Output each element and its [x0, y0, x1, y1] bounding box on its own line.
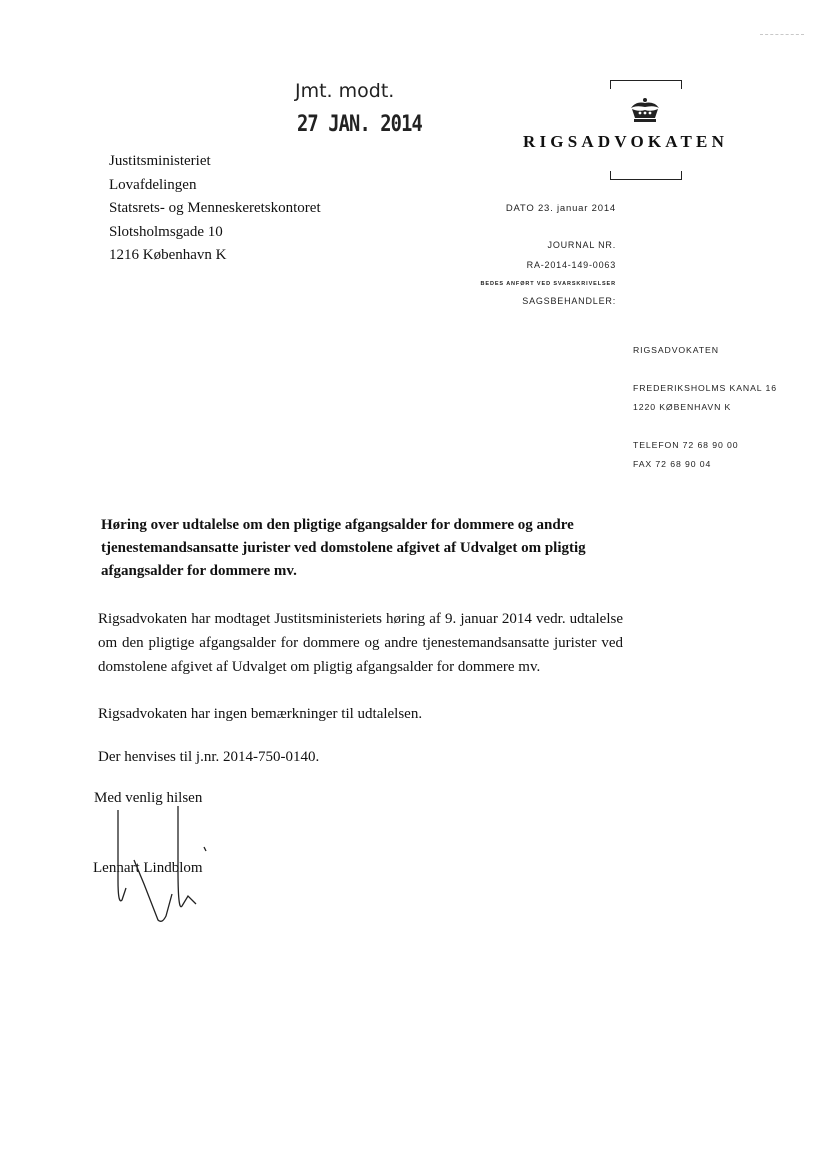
recipient-line: Lovafdelingen	[109, 176, 197, 193]
sender-phone: TELEFON 72 68 90 00	[633, 440, 739, 450]
recipient-address	[109, 150, 321, 268]
letterhead-bracket-bottom	[610, 171, 682, 180]
body-paragraph: Rigsadvokaten har modtaget Justitsministeriets høring af 9. januar 2014 vedr. udtalelse om den pligtige afgangsalder for dommere og andre tjenestemandsansatte jurister ved domstolene afgivet af Udvalget om pligtig afgangsalder for dommere mv.	[98, 611, 623, 675]
recipient-line: 1216 København K	[109, 247, 227, 263]
journal-number: RA-2014-149-0063	[526, 260, 616, 270]
letterhead-bracket-top	[610, 80, 682, 89]
letter-subject: Høring over udtalelse om den pligtige afgangsalder for dommere og andre tjenestemandsansatte jurister ved domstolene afgivet af Udvalget om pligtig afgangsalder for dommere mv.	[101, 517, 586, 579]
body-paragraph: Der henvises til j.nr. 2014-750-0140.	[98, 749, 320, 765]
sender-name: RIGSADVOKATEN	[633, 345, 719, 355]
letter-date: DATO 23. januar 2014	[505, 203, 616, 214]
recipient-line: Slotsholmsgade 10	[109, 223, 223, 240]
journal-label: JOURNAL NR.	[547, 240, 616, 250]
handwritten-signature	[100, 800, 220, 930]
sender-fax: FAX 72 68 90 04	[633, 459, 712, 469]
letterhead-brand: RIGSADVOKATEN	[523, 132, 729, 151]
closing-greeting: Med venlig hilsen	[94, 790, 203, 806]
received-stamp-date: 27 JAN. 2014	[297, 112, 422, 137]
recipient-line: Statsrets- og Menneskeretskontoret	[109, 200, 321, 216]
journal-note: BEDES ANFØRT VED SVARSKRIVELSER	[480, 281, 616, 287]
crown-icon	[628, 97, 662, 123]
signer-name: Lennart Lindblom	[93, 860, 203, 876]
sender-street: FREDERIKSHOLMS KANAL 16	[633, 383, 777, 393]
body-paragraph: Rigsadvokaten har ingen bemærkninger til udtalelsen.	[98, 706, 423, 722]
case-handler-label: SAGSBEHANDLER:	[522, 296, 616, 306]
recipient-line: Justitsministeriet	[109, 153, 211, 169]
received-stamp-label: Jmt. modt.	[295, 80, 395, 102]
sender-city: 1220 KØBENHAVN K	[633, 402, 732, 412]
scan-artifact	[760, 34, 804, 37]
